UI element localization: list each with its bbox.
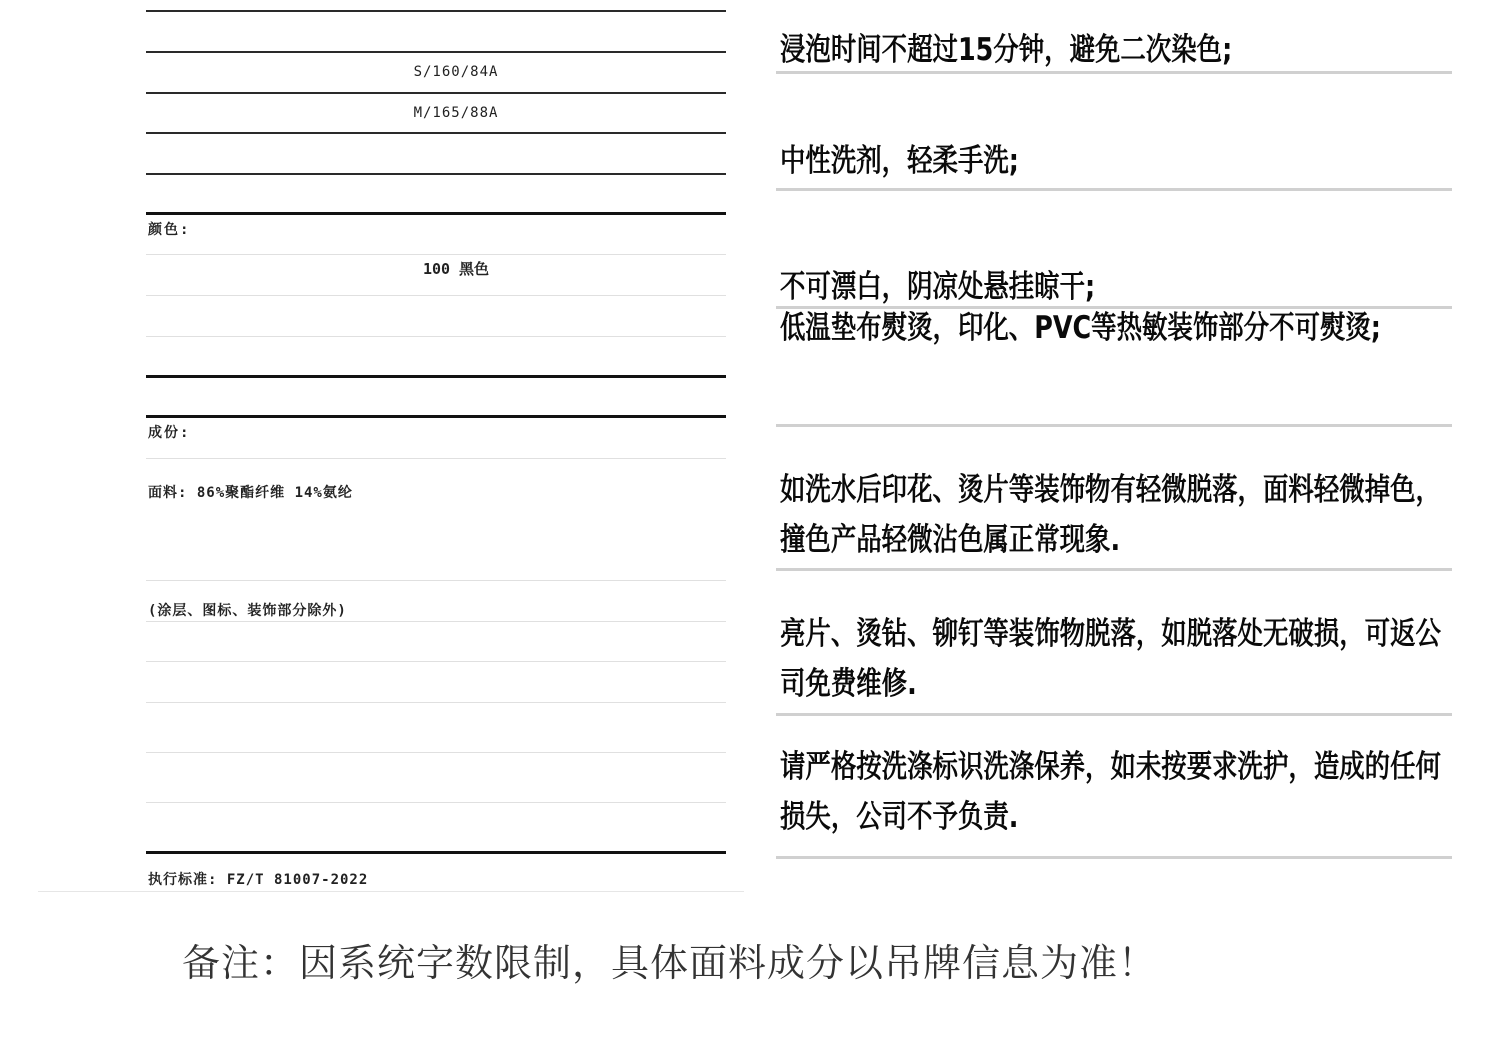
execution-standard: 执行标准: FZ/T 81007-2022 <box>148 872 369 888</box>
care-divider <box>776 713 1452 716</box>
rule <box>146 10 726 12</box>
rule <box>146 336 726 337</box>
section-rule <box>146 851 726 854</box>
rule <box>146 132 726 134</box>
care-item: 浸泡时间不超过15分钟，避免二次染色; <box>780 32 1233 68</box>
section-rule <box>146 212 726 215</box>
rule <box>146 458 726 459</box>
rule <box>146 702 726 703</box>
fabric-composition: 面料: 86%聚酯纤维 14%氨纶 <box>148 485 353 501</box>
care-item: 请严格按洗涤标识洗涤保养，如未按要求洗护，造成的任何损失，公司不予负责. <box>780 749 1441 835</box>
care-divider <box>776 71 1452 74</box>
section-rule <box>146 375 726 378</box>
section-rule <box>146 415 726 418</box>
footer-note: 备注：因系统字数限制，具体面料成分以吊牌信息为准！ <box>182 941 1158 985</box>
rule <box>146 92 726 94</box>
rule <box>146 661 726 662</box>
composition-exclusion: (涂层、图标、装饰部分除外) <box>148 603 347 619</box>
rule <box>146 51 726 53</box>
rule <box>146 802 726 803</box>
care-item: 低温垫布熨烫，印化、PVC等热敏装饰部分不可熨烫; <box>780 310 1381 346</box>
care-divider <box>776 424 1452 427</box>
rule <box>146 752 726 753</box>
rule <box>146 621 726 622</box>
care-item: 不可漂白，阴凉处悬挂晾干; <box>780 269 1096 305</box>
care-divider <box>776 568 1452 571</box>
composition-heading: 成份: <box>148 425 191 441</box>
color-value: 100 黑色 <box>422 260 490 278</box>
size-item: M/165/88A <box>413 105 499 121</box>
care-divider <box>776 188 1452 191</box>
care-item: 中性洗剂，轻柔手洗; <box>780 143 1019 179</box>
rule <box>146 173 726 175</box>
color-heading: 颜色: <box>148 222 191 238</box>
care-item: 亮片、烫钻、铆钉等装饰物脱落，如脱落处无破损，可返公司免费维修. <box>780 616 1441 702</box>
care-item: 如洗水后印花、烫片等装饰物有轻微脱落，面料轻微掉色，撞色产品轻微沾色属正常现象. <box>780 472 1441 558</box>
rule <box>146 580 726 581</box>
rule <box>146 254 726 255</box>
rule <box>146 295 726 296</box>
care-divider <box>776 856 1452 859</box>
size-item: S/160/84A <box>413 64 499 80</box>
footer-divider <box>38 891 744 892</box>
